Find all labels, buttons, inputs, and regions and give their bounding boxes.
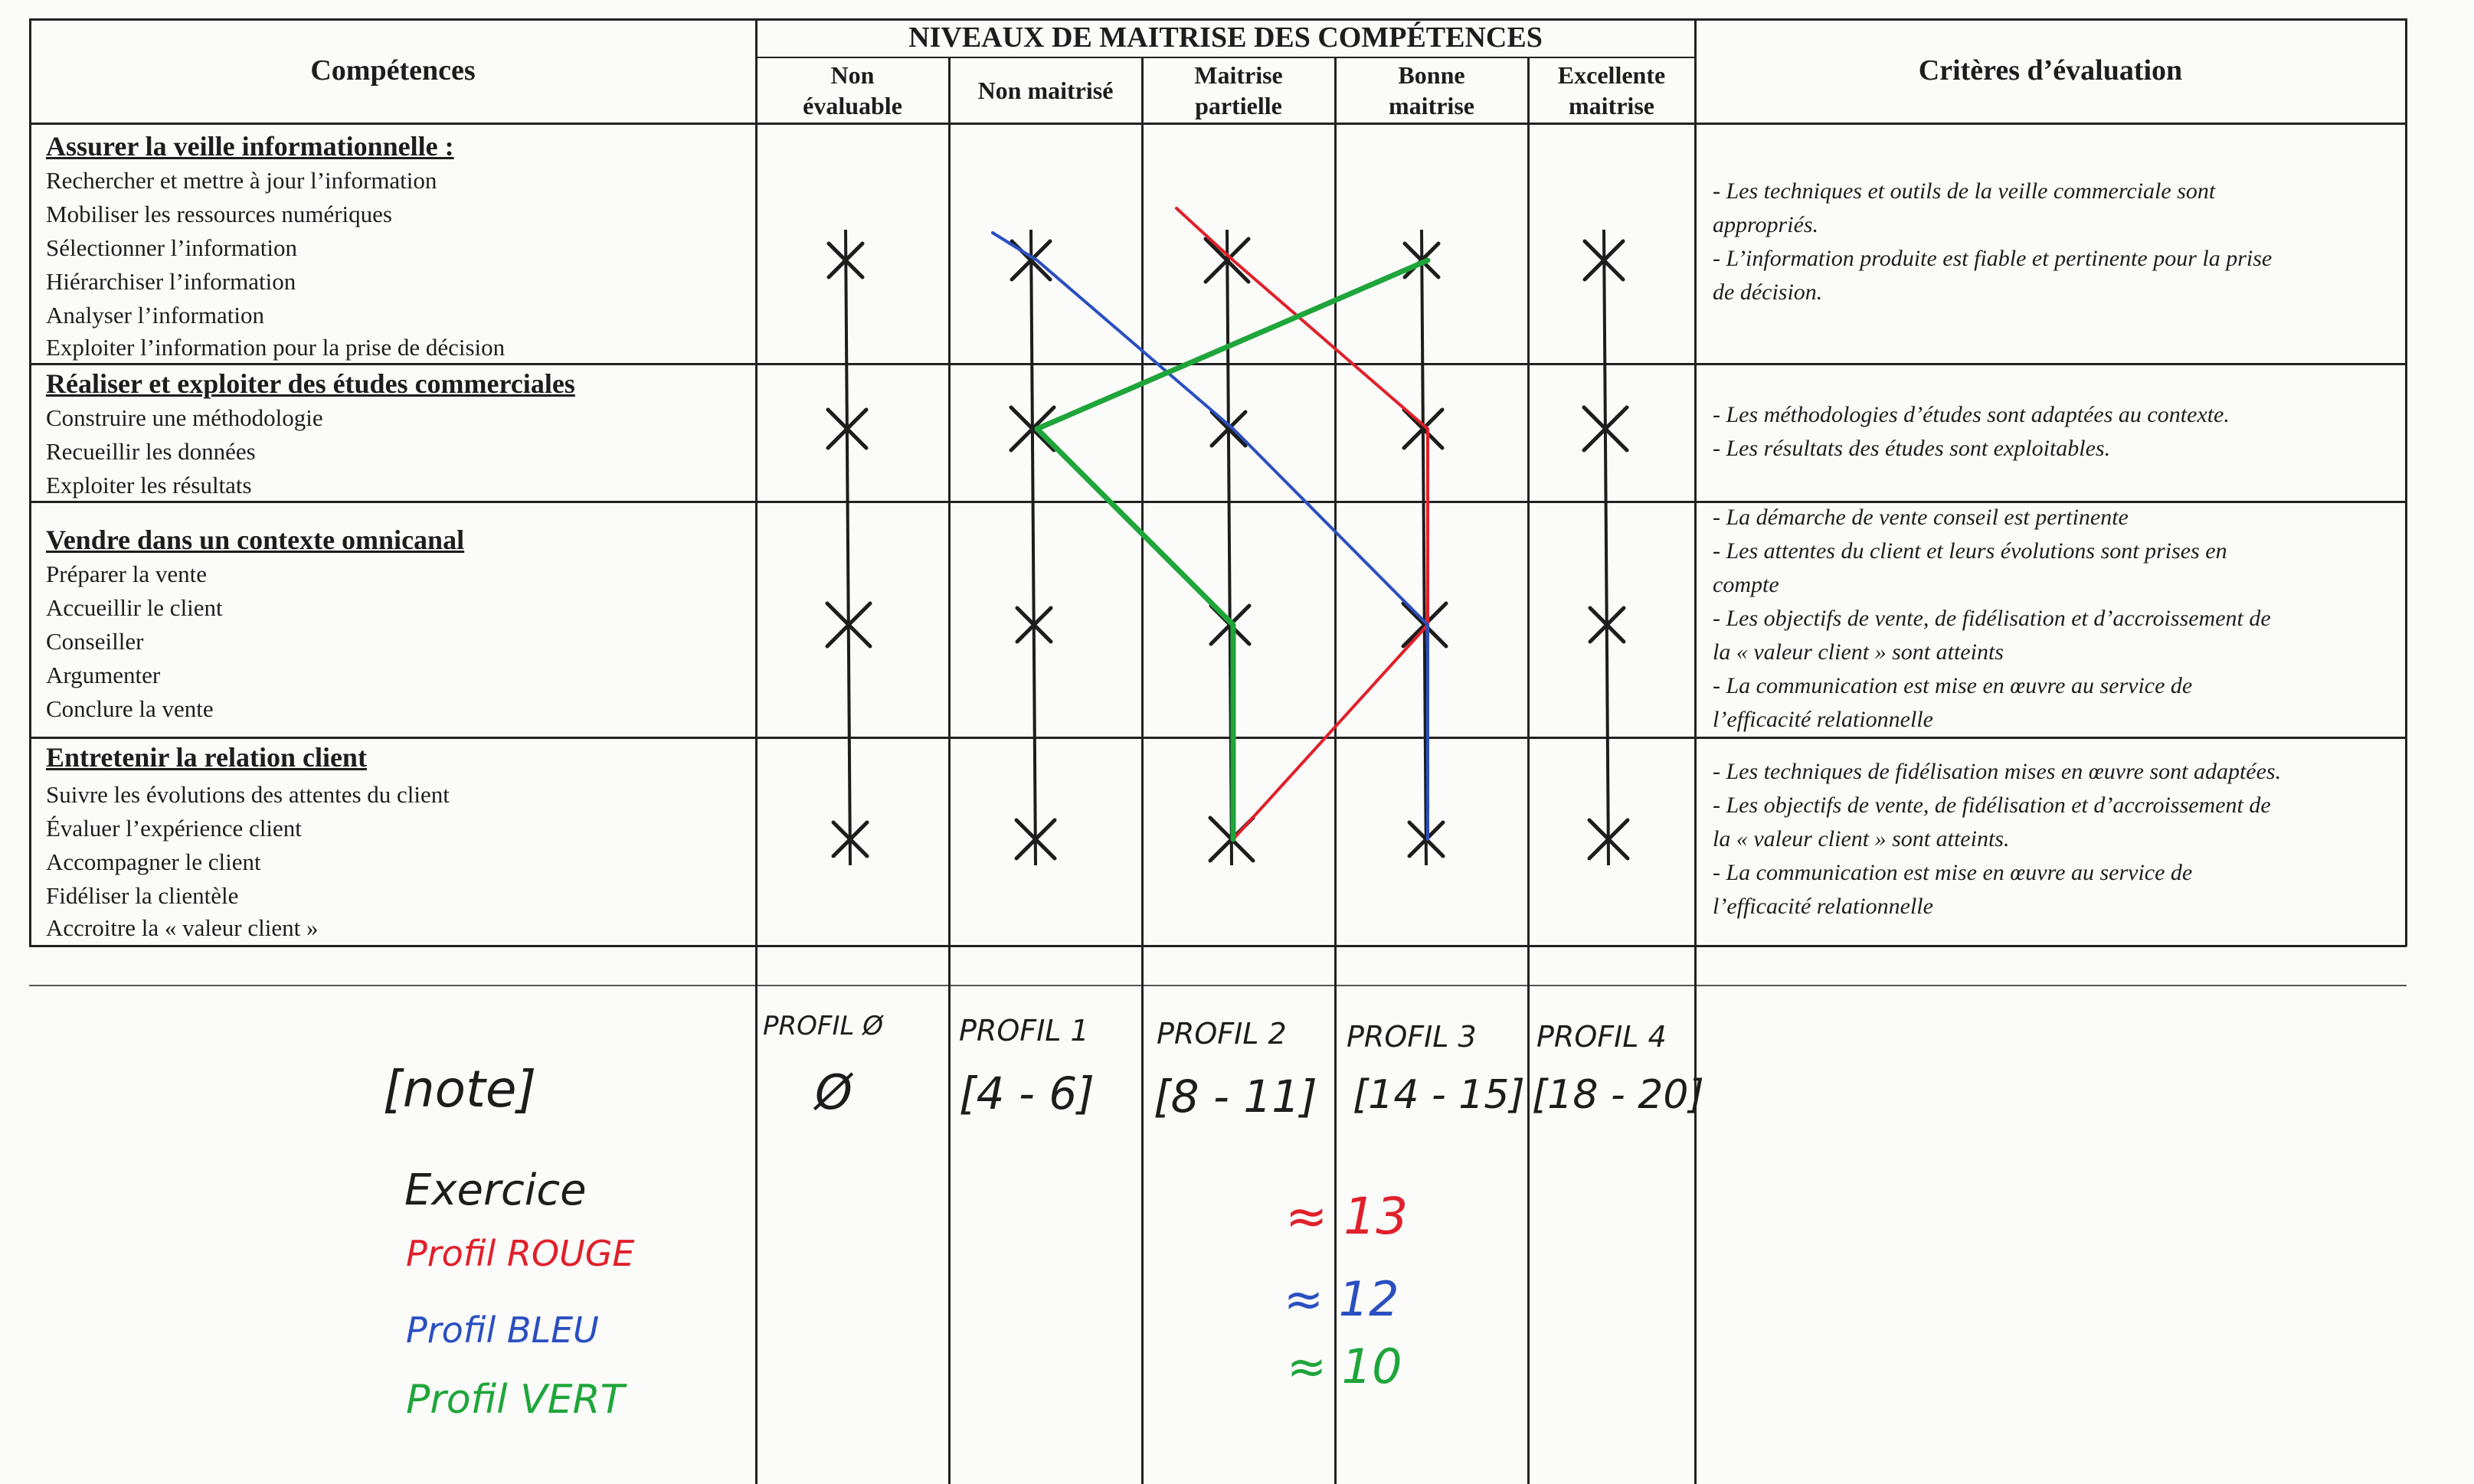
profile-range-3: [14 - 15]: [1353, 1072, 1525, 1118]
level-line1: Non: [830, 61, 875, 89]
profile-label-4: PROFIL 4: [1536, 1020, 1667, 1054]
criteria-line: - La communication est mise en œuvre au service de: [1713, 860, 2193, 885]
competence-item: Construire une méthodologie: [46, 404, 323, 431]
level-line1: Non maitrisé: [977, 77, 1114, 104]
competence-item: Évaluer l’expérience client: [46, 815, 302, 842]
criteria-line: - La démarche de vente conseil est pertinente: [1713, 505, 2129, 530]
criteria-line: l’efficacité relationnelle: [1713, 707, 1933, 732]
criteria-line: - La communication est mise en œuvre au service de: [1713, 673, 2193, 698]
profile-label-3: PROFIL 3: [1347, 1020, 1477, 1054]
profile-range-1: [4 - 6]: [959, 1067, 1095, 1120]
competence-item: Conseiller: [46, 628, 144, 655]
score-rouge: ≈ 13: [1285, 1187, 1409, 1246]
level-line2: partielle: [1195, 92, 1282, 119]
profile-label-1: PROFIL 1: [959, 1014, 1089, 1048]
level-axis-line: [1422, 230, 1426, 865]
competence-item: Recueillir les données: [46, 438, 256, 465]
competence-item: Accroitre la « valeur client »: [46, 914, 319, 941]
criteria-line: appropriés.: [1713, 212, 1819, 237]
profile-range-4: [18 - 20]: [1532, 1072, 1704, 1118]
competence-item: Rechercher et mettre à jour l’information: [46, 167, 437, 194]
section-title-veille: Assurer la veille informationnelle :: [46, 131, 454, 162]
profile-path-vert: [1037, 260, 1428, 839]
level-axis-line: [1031, 230, 1036, 865]
competence-item: Hiérarchiser l’information: [46, 268, 296, 295]
profil-vert-label: Profil VERT: [406, 1377, 625, 1423]
profil-bleu-label: Profil BLEU: [406, 1309, 599, 1351]
level-axis-line: [1604, 230, 1608, 865]
competence-item: Sélectionner l’information: [46, 234, 297, 261]
competence-item: Exploiter l’information pour la prise de décision: [46, 334, 506, 361]
criteria-line: - Les objectifs de vente, de fidélisation et d’accroissement de: [1713, 606, 2271, 631]
criteres-header: Critères d’évaluation: [1918, 54, 2183, 87]
criteria-line: - Les objectifs de vente, de fidélisation et d’accroissement de: [1713, 793, 2271, 818]
profile-path-rouge: [1176, 208, 1428, 839]
level-line1: Excellente: [1557, 61, 1666, 89]
section-title-etudes: Réaliser et exploiter des études commerciales: [46, 368, 575, 399]
competence-item: Exploiter les résultats: [46, 472, 252, 498]
criteria-line: - Les résultats des études sont exploitables.: [1713, 436, 2111, 461]
criteria-line: l’efficacité relationnelle: [1713, 894, 1933, 919]
competence-item: Accompagner le client: [46, 848, 261, 875]
profil-rouge-label: Profil ROUGE: [406, 1233, 635, 1274]
criteria-line: de décision.: [1713, 279, 1823, 305]
section-title-relation: Entretenir la relation client: [46, 742, 367, 773]
competence-item: Mobiliser les ressources numériques: [46, 201, 392, 227]
criteria-line: - Les attentes du client et leurs évolutions sont prises en: [1713, 538, 2227, 564]
score-vert: ≈ 10: [1287, 1339, 1402, 1394]
level-axis-line: [846, 230, 850, 865]
niveaux-header: NIVEAUX DE MAITRISE DES COMPÉTENCES: [908, 21, 1543, 54]
profile-label-0: PROFIL Ø: [763, 1011, 883, 1041]
level-line1: Bonne: [1398, 61, 1465, 89]
level-line1: Maitrise: [1194, 61, 1283, 89]
competence-item: Préparer la vente: [46, 561, 207, 587]
criteria-line: compte: [1713, 572, 1779, 597]
score-bleu: ≈ 12: [1284, 1271, 1399, 1327]
competence-item: Suivre les évolutions des attentes du client: [46, 781, 450, 808]
competences-header: Compétences: [310, 54, 476, 87]
criteria-line: - L’information produite est fiable et pertinente pour la prise: [1713, 246, 2273, 271]
criteria-line: la « valeur client » sont atteints.: [1713, 826, 2010, 852]
profile-label-2: PROFIL 2: [1157, 1017, 1287, 1051]
level-line2: maitrise: [1569, 92, 1654, 119]
competence-item: Accueillir le client: [46, 594, 223, 621]
criteria-line: la « valeur client » sont atteints: [1713, 639, 2004, 665]
criteria-line: - Les techniques et outils de la veille commerciale sont: [1713, 178, 2216, 204]
competence-item: Argumenter: [46, 662, 161, 688]
section-title-vendre: Vendre dans un contexte omnicanal: [46, 525, 465, 555]
exercice-label: Exercice: [404, 1165, 587, 1215]
competence-item: Analyser l’information: [46, 302, 264, 329]
profile-range-0: Ø: [815, 1064, 852, 1120]
criteria-line: - Les méthodologies d’études sont adaptées au contexte.: [1713, 402, 2230, 427]
competence-item: Fidéliser la clientèle: [46, 882, 239, 909]
profile-path-bleu: [993, 233, 1428, 839]
criteria-line: - Les techniques de fidélisation mises en œuvre sont adaptées.: [1713, 759, 2282, 784]
note-label: [note]: [383, 1060, 537, 1119]
competence-item: Conclure la vente: [46, 695, 214, 722]
profile-range-2: [8 - 11]: [1154, 1071, 1317, 1123]
level-line2: maitrise: [1389, 92, 1474, 119]
level-line2: évaluable: [803, 92, 902, 119]
